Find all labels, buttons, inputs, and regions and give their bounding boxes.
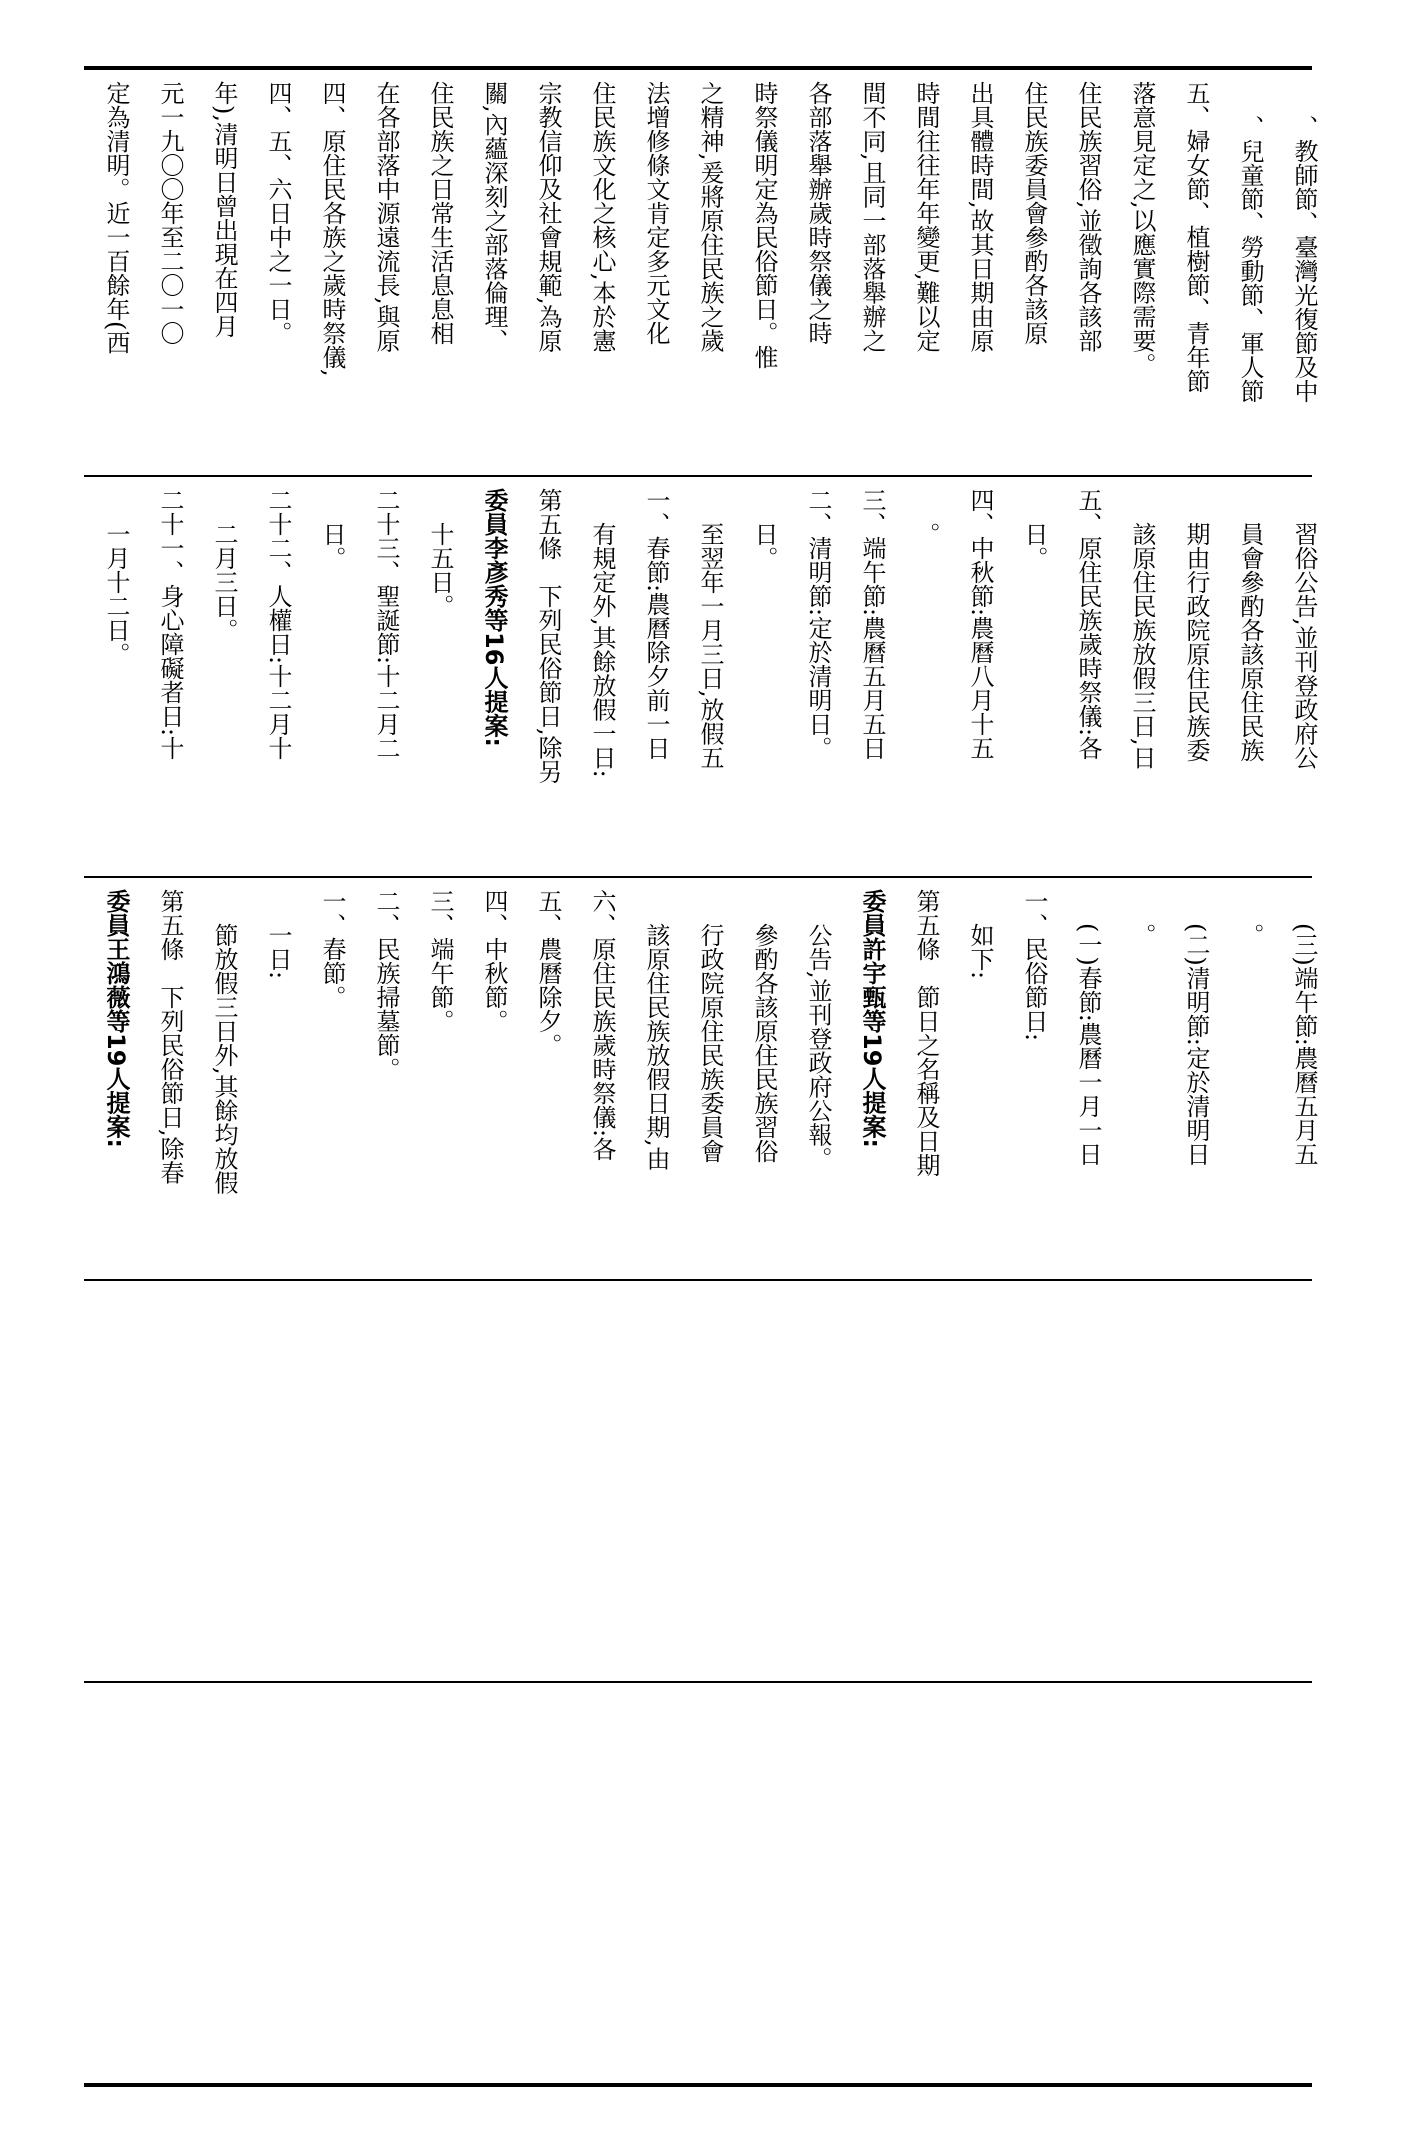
band1-line: 各部落舉辦歲時祭儀之時 <box>804 81 832 345</box>
band2-line: 日。 <box>750 522 778 570</box>
band3-line: 一日: <box>264 923 292 980</box>
band1-line: 在各部落中源遠流長,與原 <box>372 81 400 353</box>
proposal-heading-hsu: 委員許宇甄等19人提案: <box>858 889 886 1148</box>
band2-line: 。 <box>912 522 940 546</box>
band3-line: 三、端午節。 <box>426 889 454 1033</box>
proposal-heading-li: 委員李彥秀等16人提案: <box>480 488 508 747</box>
band1-line: 出具體時間,故其日期由原 <box>966 81 994 353</box>
band3-line: 公告,並刊登政府公報。 <box>804 923 832 1171</box>
band2-line: 二十一、身心障礙者日:十 <box>156 488 184 761</box>
band1-line: 四、原住民各族之歲時祭儀, <box>318 81 346 377</box>
band-divider-4 <box>84 1681 1312 1683</box>
band1-line: 住民族之日常生活息息相 <box>426 81 454 345</box>
band2-line: 二月三日。 <box>210 522 238 642</box>
band3-line: 行政院原住民族委員會 <box>696 923 724 1163</box>
band3-line: (三)端午節:農曆五月五 <box>1290 923 1318 1166</box>
band-divider-3 <box>84 1279 1312 1281</box>
band2-line: 至翌年一月三日,放假五 <box>696 522 724 770</box>
band-divider-2 <box>84 876 1312 878</box>
band3-line: (二)清明節:定於清明日 <box>1182 923 1210 1166</box>
band2-line: 四、中秋節:農曆八月十五 <box>966 488 994 761</box>
band1-line: 住民族文化之核心,本於憲 <box>588 81 616 353</box>
band2-line: 日。 <box>1020 522 1048 570</box>
band1-line: 住民族委員會參酌各該原 <box>1020 81 1048 345</box>
band3-line: 五、農曆除夕。 <box>534 889 562 1057</box>
band3-line: 六、原住民族歲時祭儀:各 <box>588 889 616 1162</box>
band2-line: 二十三、聖誕節:十二月二 <box>372 488 400 761</box>
band2-line: 該原住民族放假三日,日 <box>1128 522 1156 770</box>
band2-line: 一月十二日。 <box>102 522 130 666</box>
text-band-3 <box>84 879 1318 1277</box>
band1-line: 關,內蘊深刻之部落倫理、 <box>480 81 508 353</box>
band2-line: 期由行政院原住民族委 <box>1182 522 1210 762</box>
band2-line: 有規定外,其餘放假一日: <box>588 522 616 778</box>
band2-line: 一、春節:農曆除夕前一日 <box>642 488 670 761</box>
band3-line: 一、民俗節日: <box>1020 889 1048 1042</box>
band2-line: 十五日。 <box>426 522 454 618</box>
band3-line: 第五條 節日之名稱及日期 <box>912 889 940 1177</box>
band1-line: 時祭儀明定為民俗節日。惟 <box>750 81 778 369</box>
proposal-heading-wang: 委員王鴻薇等19人提案: <box>102 889 130 1148</box>
band3-line: 該原住民族放假日期,由 <box>642 923 670 1171</box>
band1-line: 之精神,爰將原住民族之歲 <box>696 81 724 353</box>
band3-line: 第五條 下列民俗節日,除春 <box>156 889 184 1185</box>
band3-line: 一、春節。 <box>318 889 346 1009</box>
band3-line: 四、中秋節。 <box>480 889 508 1033</box>
band2-line: 五、原住民族歲時祭儀:各 <box>1074 488 1102 761</box>
band2-line: 二、清明節:定於清明日。 <box>804 488 832 761</box>
band3-line: 二、民族掃墓節。 <box>372 889 400 1081</box>
band-divider-1 <box>84 475 1312 477</box>
band3-line: 如下: <box>966 923 994 980</box>
band3-line: 。 <box>1236 923 1264 947</box>
text-band-2 <box>84 478 1318 874</box>
band3-line: 。 <box>1128 923 1156 947</box>
band1-line: 住民族習俗,並徵詢各該部 <box>1074 81 1102 353</box>
band1-line: 四、五、六日中之一日。 <box>264 81 292 345</box>
band3-line: (一)春節:農曆一月一日 <box>1074 923 1102 1166</box>
band1-line: 法增修條文肯定多元文化 <box>642 81 670 345</box>
band3-line: 參酌各該原住民族習俗 <box>750 923 778 1163</box>
band1-line: 宗教信仰及社會規範,為原 <box>534 81 562 353</box>
band2-line: 習俗公告,並刊登政府公 <box>1290 522 1318 770</box>
band2-line: 員會參酌各該原住民族 <box>1236 522 1264 762</box>
band1-line: 五、婦女節、植樹節、青年節 <box>1182 81 1210 393</box>
band2-line: 二十二、人權日:十二月十 <box>264 488 292 761</box>
band1-line: 時間往往年年變更,難以定 <box>912 81 940 353</box>
text-band-1 <box>84 71 1318 473</box>
band2-line: 第五條 下列民俗節日,除另 <box>534 488 562 784</box>
band1-line: 定為清明。近一百餘年(西 <box>102 81 130 355</box>
band2-line: 三、端午節:農曆五月五日 <box>858 488 886 761</box>
band1-line: 、兒童節、勞動節、軍人節 <box>1236 115 1264 403</box>
band1-line: 落意見定之,以應實際需要。 <box>1128 81 1156 377</box>
band3-line: 節放假三日外,其餘均放假 <box>210 923 238 1195</box>
band1-line: 間不同,且同一部落舉辦之 <box>858 81 886 353</box>
band1-line: 年),清明日曾出現在四月 <box>210 81 238 338</box>
band1-line: 、教師節、臺灣光復節及中 <box>1290 115 1318 403</box>
band1-line: 元一九〇〇年至二〇一〇 <box>156 81 184 345</box>
bottom-rule <box>84 2083 1312 2087</box>
top-rule <box>84 66 1312 70</box>
band2-line: 日。 <box>318 522 346 570</box>
